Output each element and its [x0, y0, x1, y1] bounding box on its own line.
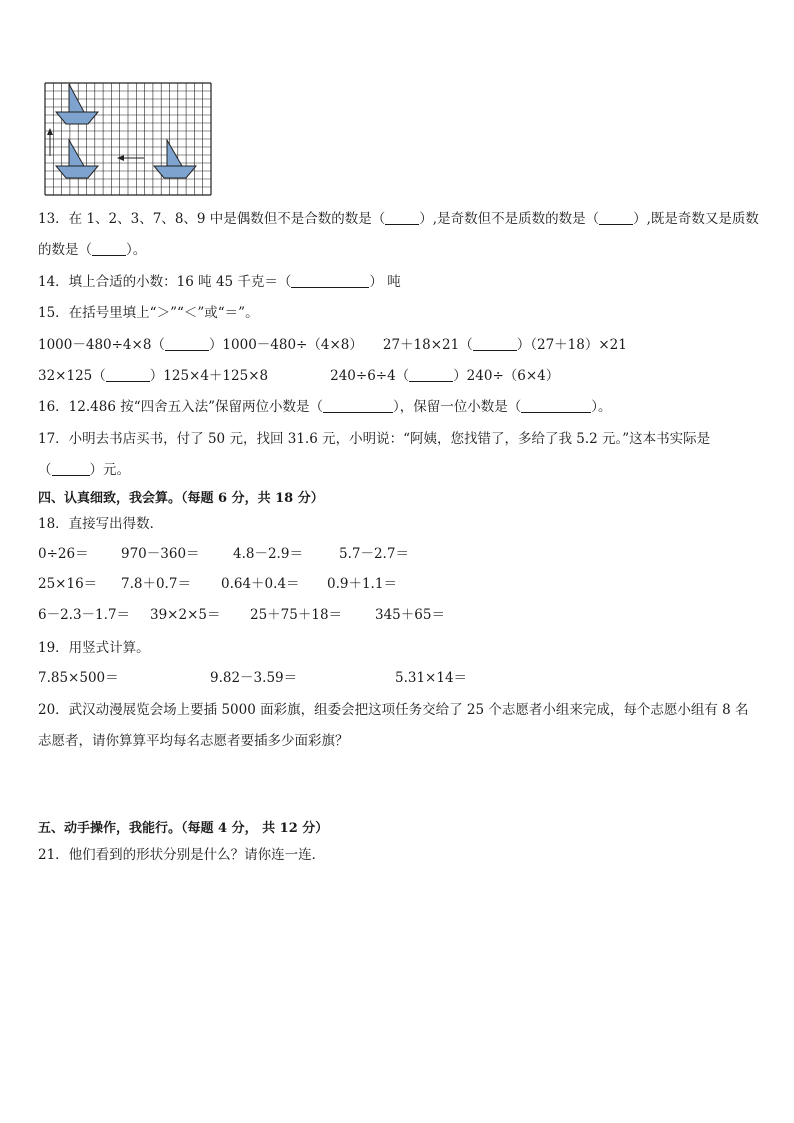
q15-expr: 27＋18×21（ — [382, 337, 473, 353]
q13-text-4: 的数是（ — [38, 242, 92, 258]
question-18-title: 18．直接写出得数． — [38, 516, 164, 532]
question-16 — [38, 395, 612, 415]
question-13-line1 — [38, 207, 759, 227]
q14-text-2: ） 吨 — [369, 274, 401, 290]
answer-blank[interactable] — [291, 273, 369, 288]
question-17-line2 — [38, 458, 130, 478]
answer-blank[interactable] — [521, 398, 591, 413]
q15-expr: ）240÷（6×4） — [453, 368, 560, 384]
section-5-heading: 五、动手操作，我能行。（每题 4 分， 共 12 分） — [38, 821, 329, 836]
q15-expr: 240÷6÷4（ — [330, 368, 410, 384]
answer-blank[interactable] — [323, 398, 393, 413]
calc-item: 7.8＋0.7＝ — [121, 576, 191, 592]
question-13-line2 — [38, 238, 146, 258]
calc-item: 25×16＝ — [38, 576, 98, 592]
calc-item: 0.64＋0.4＝ — [221, 576, 300, 592]
q17-text-2: （ — [38, 462, 52, 478]
q13-text-1: 13．在 1、2、3、7、8、9 中是偶数但不是合数的数是（ — [38, 211, 386, 227]
q15-expr: ）1000－480÷（4×8） — [208, 337, 363, 353]
q13-text-2: ）,是奇数但不是质数的数是（ — [419, 211, 600, 227]
calc-item: 25＋75＋18＝ — [250, 607, 343, 623]
boat-grid-figure — [44, 82, 212, 196]
question-20-line1: 20．武汉动漫展览会场上要插 5000 面彩旗，组委会把这项任务交给了 25 个志愿者小组来完成，每个志愿小组有 8 名 — [38, 702, 749, 718]
calc-item: 5.31×14＝ — [395, 670, 468, 686]
question-20-line2: 志愿者，请你算算平均每名志愿者要插多少面彩旗？ — [38, 733, 349, 749]
calc-item: 7.85×500＝ — [38, 670, 119, 686]
q16-text-1: 16．12.486 按“四舍五入法”保留两位小数是（ — [38, 399, 324, 415]
q15-expr: 1000－480÷4×8（ — [38, 337, 165, 353]
q16-text-2: ），保留一位小数是（ — [393, 399, 522, 415]
arrow-up-icon — [47, 128, 53, 156]
question-15-row2 — [38, 364, 559, 384]
answer-blank[interactable] — [165, 336, 209, 351]
calc-item: 0.9＋1.1＝ — [327, 576, 397, 592]
q13-text-3: ）,既是奇数又是质数 — [633, 211, 759, 227]
answer-blank[interactable] — [409, 367, 453, 382]
calc-item: 5.7－2.7＝ — [339, 546, 409, 562]
q16-text-3: ）。 — [591, 399, 612, 415]
calc-item: 345＋65＝ — [375, 607, 445, 623]
calc-item: 4.8－2.9＝ — [233, 546, 303, 562]
question-14 — [38, 270, 401, 290]
q15-expr: ）（27＋18）×21 — [516, 337, 627, 353]
question-15-title: 15．在括号里填上“＞”“＜”或“＝”。 — [38, 305, 259, 321]
q17-text-3: ）元。 — [89, 462, 130, 478]
question-17-line1: 17．小明去书店买书，付了 50 元，找回 31.6 元，小明说：“阿姨，您找错了，多给了我 5.2 元。”这本书实际是 — [38, 431, 711, 447]
calc-item: 9.82－3.59＝ — [210, 670, 298, 686]
boat-top-left — [56, 84, 98, 124]
section-4-heading: 四、认真细致，我会算。（每题 6 分，共 18 分） — [38, 491, 324, 506]
answer-blank[interactable] — [106, 367, 150, 382]
answer-blank[interactable] — [385, 210, 419, 225]
calc-item: 970－360＝ — [121, 546, 200, 562]
boat-bottom-left — [56, 140, 98, 178]
question-19-title: 19．用竖式计算。 — [38, 640, 150, 656]
q15-expr: ）125×4＋125×8 — [149, 368, 269, 384]
calc-item: 6－2.3－1.7＝ — [38, 607, 131, 623]
answer-blank[interactable] — [52, 461, 90, 476]
boat-bottom-right — [154, 140, 196, 178]
answer-blank[interactable] — [92, 241, 126, 256]
question-15-row1 — [38, 333, 627, 353]
question-21: 21．他们看到的形状分别是什么？请你连一连． — [38, 847, 326, 863]
q15-expr: 32×125（ — [38, 368, 106, 384]
calc-item: 39×2×5＝ — [150, 607, 221, 623]
answer-blank[interactable] — [473, 336, 517, 351]
q13-text-5: ）。 — [126, 242, 147, 258]
calc-item: 0÷26＝ — [38, 546, 89, 562]
q14-text-1: 14．填上合适的小数：16 吨 45 千克＝（ — [38, 274, 292, 290]
answer-blank[interactable] — [599, 210, 633, 225]
arrow-left-icon — [117, 155, 144, 161]
